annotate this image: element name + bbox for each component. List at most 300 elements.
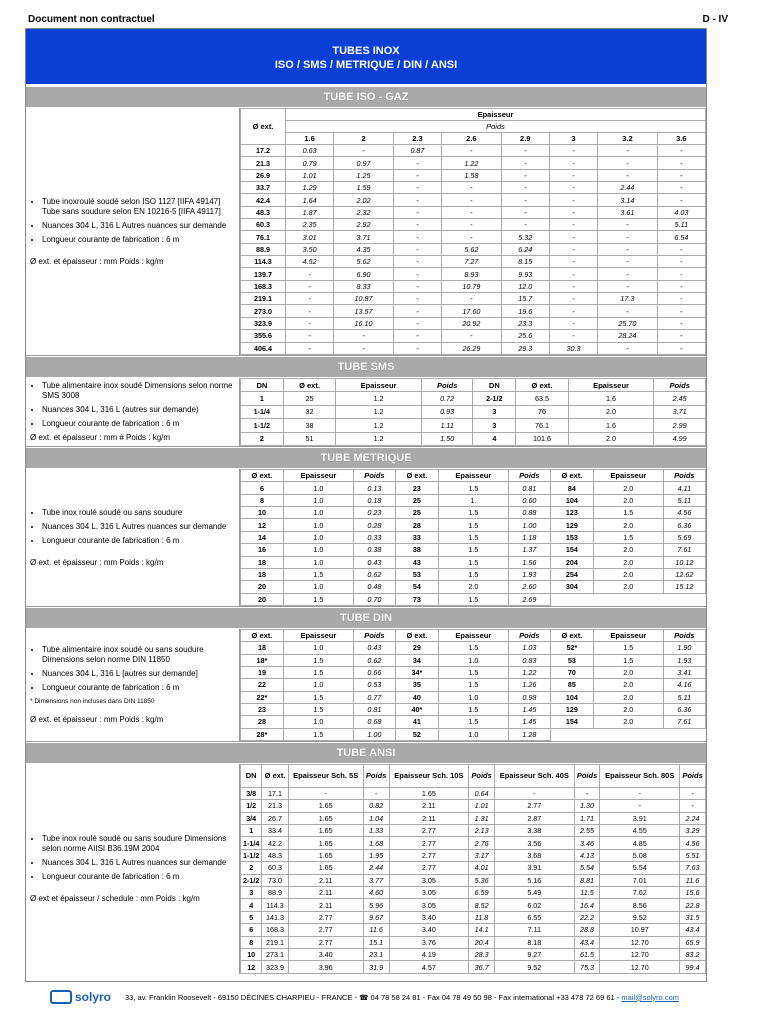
table-row bbox=[241, 194, 706, 206]
ansi-column-header: DN bbox=[241, 765, 262, 788]
iso-weight-cell: - bbox=[393, 182, 441, 194]
din-cell: 1.5 bbox=[438, 666, 508, 678]
iso-thickness-header: 2.6 bbox=[442, 133, 502, 145]
iso-weight-cell: - bbox=[657, 194, 705, 206]
ansi-cell: 5.96 bbox=[363, 899, 389, 911]
iso-weight-cell: - bbox=[393, 169, 441, 181]
iso-weight-cell: 2.44 bbox=[598, 182, 658, 194]
sms-column-header: DN bbox=[473, 379, 516, 392]
ansi-column-header: Ø ext. bbox=[262, 765, 288, 788]
iso-weight-cell: 1.01 bbox=[286, 169, 334, 181]
iso-weight-cell: - bbox=[286, 268, 334, 280]
sms-cell: 63.5 bbox=[516, 392, 569, 405]
din-desc-list bbox=[30, 645, 235, 697]
ansi-cell: 4.13 bbox=[574, 849, 600, 861]
table-row bbox=[241, 837, 706, 849]
table-row bbox=[241, 268, 706, 280]
metric-cell: 254 bbox=[550, 568, 593, 580]
iso-header-weight: Poids bbox=[286, 121, 706, 133]
ansi-cell: 2.77 bbox=[389, 849, 469, 861]
din-cell: 29 bbox=[395, 642, 438, 654]
ansi-cell: 61.5 bbox=[574, 949, 600, 961]
iso-weight-cell: - bbox=[598, 157, 658, 169]
iso-weight-cell: - bbox=[501, 145, 549, 157]
metric-cell: 1.5 bbox=[593, 531, 663, 543]
metric-cell: 1.0 bbox=[283, 482, 353, 494]
ansi-cell: 4.85 bbox=[600, 837, 680, 849]
din-cell: 1.93 bbox=[663, 654, 705, 666]
table-row bbox=[241, 961, 706, 974]
ansi-cell: 1.65 bbox=[288, 812, 363, 824]
ansi-cell: 43.4 bbox=[574, 936, 600, 948]
din-cell: 53 bbox=[550, 654, 593, 666]
iso-weight-cell: - bbox=[657, 169, 705, 181]
din-column-header: Poids bbox=[508, 630, 550, 642]
iso-weight-cell: - bbox=[286, 330, 334, 342]
metric-cell: 18 bbox=[241, 568, 284, 580]
ansi-column-header: Poids bbox=[469, 765, 495, 788]
ansi-cell: 1.71 bbox=[574, 812, 600, 824]
section-metric bbox=[26, 469, 706, 607]
sms-cell: 2.45 bbox=[654, 392, 706, 405]
iso-weight-cell: - bbox=[501, 182, 549, 194]
metric-cell: 1.0 bbox=[283, 581, 353, 593]
ansi-cell: 3.56 bbox=[495, 837, 575, 849]
ansi-cell: 323.9 bbox=[262, 961, 288, 974]
table-row bbox=[241, 531, 706, 543]
iso-weight-cell: 1.64 bbox=[286, 194, 334, 206]
iso-weight-cell: 1.29 bbox=[286, 182, 334, 194]
sms-cell: 1-1/2 bbox=[241, 419, 284, 432]
din-cell: 35 bbox=[395, 679, 438, 691]
doc-header bbox=[28, 14, 728, 25]
din-cell: 4.16 bbox=[663, 679, 705, 691]
ansi-cell: 5 bbox=[241, 911, 262, 923]
iso-weight-cell: 5.32 bbox=[501, 231, 549, 243]
iso-weight-cell: 29.3 bbox=[501, 342, 549, 355]
section-iso bbox=[26, 108, 706, 356]
metric-cell: 1.56 bbox=[508, 556, 550, 568]
iso-desc-item: • Longueur courante de fabrication : 6 m bbox=[42, 235, 235, 245]
din-cell: 0.77 bbox=[353, 691, 395, 703]
metric-cell: 54 bbox=[395, 581, 438, 593]
ansi-cell: 7.62 bbox=[600, 887, 680, 899]
metric-column-header: Poids bbox=[353, 470, 395, 482]
iso-weight-cell: 6.24 bbox=[501, 243, 549, 255]
ansi-cell: 4 bbox=[241, 899, 262, 911]
din-cell: 18 bbox=[241, 642, 284, 654]
metric-cell: 5.69 bbox=[663, 531, 705, 543]
sms-desc-list bbox=[30, 381, 235, 433]
iso-weight-cell: - bbox=[549, 280, 597, 292]
ansi-cell: 7.01 bbox=[600, 874, 680, 886]
table-row bbox=[241, 293, 706, 305]
ansi-cell: 5.16 bbox=[495, 874, 575, 886]
ansi-cell: 2.13 bbox=[469, 824, 495, 836]
ansi-cell: 168.3 bbox=[262, 924, 288, 936]
sms-cell: 32 bbox=[283, 405, 336, 418]
sms-cell: 51 bbox=[283, 432, 336, 445]
ansi-cell: 88.9 bbox=[262, 887, 288, 899]
ansi-cell: 1.01 bbox=[469, 800, 495, 812]
table-row bbox=[241, 231, 706, 243]
din-cell: 1.5 bbox=[438, 716, 508, 728]
ansi-cell: 2.11 bbox=[389, 812, 469, 824]
ansi-cell: 3/4 bbox=[241, 812, 262, 824]
metric-cell: 33 bbox=[395, 531, 438, 543]
iso-weight-cell: - bbox=[598, 268, 658, 280]
table-row bbox=[241, 392, 706, 405]
table-row bbox=[241, 305, 706, 317]
ansi-cell: 73.0 bbox=[262, 874, 288, 886]
iso-weight-cell: 6.54 bbox=[657, 231, 705, 243]
ansi-cell: 14.1 bbox=[469, 924, 495, 936]
ansi-cell: 2 bbox=[241, 862, 262, 874]
iso-header-ext: Ø ext. bbox=[241, 109, 286, 145]
iso-weight-cell: - bbox=[393, 305, 441, 317]
table-row bbox=[241, 887, 706, 899]
sms-description bbox=[26, 378, 240, 446]
iso-weight-cell: - bbox=[549, 206, 597, 218]
table-row bbox=[241, 256, 706, 268]
table-row bbox=[241, 581, 706, 593]
ansi-cell: - bbox=[363, 787, 389, 799]
email-link[interactable]: mail@solyro.com bbox=[621, 992, 679, 1002]
iso-weight-cell: 25.70 bbox=[598, 317, 658, 329]
ansi-cell: 9.27 bbox=[495, 949, 575, 961]
sms-cell: 76 bbox=[516, 405, 569, 418]
metric-cell: 4.11 bbox=[663, 482, 705, 494]
sms-cell: 2.0 bbox=[568, 432, 654, 445]
iso-thickness-header: 1.6 bbox=[286, 133, 334, 145]
iso-weight-cell: 8.33 bbox=[334, 280, 394, 292]
din-cell: 2.0 bbox=[593, 679, 663, 691]
din-column-header: Epaisseur bbox=[283, 630, 353, 642]
sms-cell: 1.2 bbox=[336, 419, 422, 432]
ansi-cell: 2.77 bbox=[389, 862, 469, 874]
metric-cell: 123 bbox=[550, 507, 593, 519]
iso-weight-cell: 3.14 bbox=[598, 194, 658, 206]
iso-weight-cell: - bbox=[598, 169, 658, 181]
ansi-cell: 16.4 bbox=[574, 899, 600, 911]
iso-ext-cell: 48.3 bbox=[241, 206, 286, 218]
iso-weight-cell: 10.87 bbox=[334, 293, 394, 305]
metric-cell: 6.36 bbox=[663, 519, 705, 531]
metric-cell: 0.60 bbox=[508, 494, 550, 506]
iso-weight-cell: 17.3 bbox=[598, 293, 658, 305]
metric-cell: 15.12 bbox=[663, 581, 705, 593]
metric-cell: 1.0 bbox=[283, 544, 353, 556]
metric-column-header: Poids bbox=[508, 470, 550, 482]
table-row bbox=[241, 824, 706, 836]
ansi-cell: 1.04 bbox=[363, 812, 389, 824]
ansi-cell: 3.29 bbox=[680, 824, 706, 836]
sms-cell: 4.99 bbox=[654, 432, 706, 445]
iso-weight-cell: - bbox=[393, 206, 441, 218]
iso-weight-cell: 3.71 bbox=[334, 231, 394, 243]
iso-weight-cell: - bbox=[286, 280, 334, 292]
table-row bbox=[241, 182, 706, 194]
iso-weight-cell: - bbox=[598, 243, 658, 255]
sms-cell: 101.6 bbox=[516, 432, 569, 445]
iso-ext-cell: 60.3 bbox=[241, 219, 286, 231]
iso-weight-cell: - bbox=[549, 317, 597, 329]
iso-weight-cell: 20.92 bbox=[442, 317, 502, 329]
ansi-cell: 1.65 bbox=[389, 787, 469, 799]
sms-cell: 2.99 bbox=[654, 419, 706, 432]
metric-empty-cell bbox=[593, 593, 663, 605]
ansi-cell: 1.68 bbox=[363, 837, 389, 849]
iso-thickness-header: 3 bbox=[549, 133, 597, 145]
metric-cell: 0.38 bbox=[353, 544, 395, 556]
ansi-cell: 5.08 bbox=[600, 849, 680, 861]
metric-cell: 304 bbox=[550, 581, 593, 593]
iso-weight-cell: - bbox=[393, 293, 441, 305]
metric-table-wrap bbox=[240, 469, 706, 606]
iso-table-wrap bbox=[240, 108, 706, 355]
iso-weight-cell: - bbox=[334, 342, 394, 355]
din-empty-cell bbox=[550, 728, 593, 740]
din-cell: 154 bbox=[550, 716, 593, 728]
table-row bbox=[241, 849, 706, 861]
metric-column-header: Epaisseur bbox=[283, 470, 353, 482]
iso-weight-cell: 7.27 bbox=[442, 256, 502, 268]
iso-weight-cell: - bbox=[286, 305, 334, 317]
iso-weight-cell: 28.24 bbox=[598, 330, 658, 342]
ansi-units-note: Ø ext et épaisseur / schedule : mm Poids : kg/m bbox=[30, 894, 200, 903]
metric-cell: 0.81 bbox=[508, 482, 550, 494]
iso-ext-cell: 42.4 bbox=[241, 194, 286, 206]
ansi-cell: 2.87 bbox=[495, 812, 575, 824]
ansi-cell: 0.64 bbox=[469, 787, 495, 799]
section-title-iso: TUBE ISO - GAZ bbox=[26, 86, 706, 108]
iso-thickness-row bbox=[241, 133, 706, 145]
sms-table bbox=[240, 378, 706, 446]
metric-cell: 12 bbox=[241, 519, 284, 531]
sms-cell: 0.93 bbox=[421, 405, 473, 418]
table-row bbox=[241, 157, 706, 169]
ansi-cell: 5.49 bbox=[495, 887, 575, 899]
metric-cell: 43 bbox=[395, 556, 438, 568]
ansi-cell: 12 bbox=[241, 961, 262, 974]
ansi-cell: 5.36 bbox=[469, 874, 495, 886]
iso-weight-cell: - bbox=[442, 231, 502, 243]
ansi-cell: 36.7 bbox=[469, 961, 495, 974]
metric-desc-item: • Tube inox roulé soudé ou sans soudure bbox=[42, 508, 235, 518]
table-row bbox=[241, 280, 706, 292]
iso-weight-cell: 1.58 bbox=[442, 169, 502, 181]
ansi-cell: 7.11 bbox=[495, 924, 575, 936]
iso-weight-cell: - bbox=[442, 194, 502, 206]
din-cell: 6.36 bbox=[663, 703, 705, 715]
ansi-cell: 42.2 bbox=[262, 837, 288, 849]
iso-thickness-header: 2 bbox=[334, 133, 394, 145]
iso-units-note: Ø ext. et épaisseur : mm Poids : kg/m bbox=[30, 256, 164, 266]
ansi-cell: 2.76 bbox=[469, 837, 495, 849]
ansi-cell: 11.8 bbox=[469, 911, 495, 923]
metric-cell: 1.5 bbox=[438, 482, 508, 494]
sms-cell: 1-1/4 bbox=[241, 405, 284, 418]
iso-weight-cell: - bbox=[334, 330, 394, 342]
metric-cell: 23 bbox=[395, 482, 438, 494]
iso-weight-cell: 13.57 bbox=[334, 305, 394, 317]
brand-logo bbox=[50, 990, 111, 1004]
iso-weight-cell: 6.90 bbox=[334, 268, 394, 280]
ansi-cell: 5.54 bbox=[600, 862, 680, 874]
iso-ext-cell: 219.1 bbox=[241, 293, 286, 305]
iso-weight-cell: - bbox=[549, 182, 597, 194]
table-row bbox=[241, 405, 706, 418]
sms-cell: 0.72 bbox=[421, 392, 473, 405]
ansi-cell: 1.31 bbox=[469, 812, 495, 824]
iso-ext-cell: 273.0 bbox=[241, 305, 286, 317]
table-row bbox=[241, 787, 706, 799]
din-cell: 70 bbox=[550, 666, 593, 678]
table-row bbox=[241, 169, 706, 181]
metric-cell: 0.43 bbox=[353, 556, 395, 568]
din-cell: 1.5 bbox=[438, 642, 508, 654]
iso-desc-item: • Tube inoxroulé soudé selon ISO 1127 [IIFA 49147] Tube sans soudure selon EN 10216-5 [IIFA 49117] bbox=[42, 197, 235, 217]
iso-weight-cell: 5.11 bbox=[657, 219, 705, 231]
iso-thickness-header: 2.3 bbox=[393, 133, 441, 145]
ansi-cell: - bbox=[680, 800, 706, 812]
table-row bbox=[241, 432, 706, 445]
banner-title: TUBES INOX bbox=[332, 45, 400, 57]
iso-weight-cell: 0.97 bbox=[334, 157, 394, 169]
iso-weight-cell: - bbox=[393, 330, 441, 342]
ansi-cell: 2.77 bbox=[389, 837, 469, 849]
metric-cell: 1.5 bbox=[283, 568, 353, 580]
din-cell: 1.03 bbox=[508, 642, 550, 654]
sms-units-note: Ø ext. et épaisseur : mm # Poids : kg/m bbox=[30, 433, 171, 442]
iso-ext-cell: 323.9 bbox=[241, 317, 286, 329]
iso-weight-cell: 1.25 bbox=[334, 169, 394, 181]
metric-cell: 0.62 bbox=[353, 568, 395, 580]
sms-cell: 3 bbox=[473, 419, 516, 432]
ansi-cell: 6.55 bbox=[495, 911, 575, 923]
ansi-cell: 6 bbox=[241, 924, 262, 936]
table-row bbox=[241, 317, 706, 329]
ansi-cell: 1.65 bbox=[288, 800, 363, 812]
metric-empty-cell bbox=[663, 593, 705, 605]
ansi-cell: 1.65 bbox=[288, 849, 363, 861]
din-cell: 7.61 bbox=[663, 716, 705, 728]
iso-weight-cell: - bbox=[657, 243, 705, 255]
section-din bbox=[26, 629, 706, 742]
din-cell: 2.0 bbox=[593, 691, 663, 703]
iso-ext-cell: 406.4 bbox=[241, 342, 286, 355]
ansi-cell: 2.77 bbox=[389, 824, 469, 836]
din-cell: 34 bbox=[395, 654, 438, 666]
iso-weight-cell: - bbox=[657, 317, 705, 329]
din-cell: 1.5 bbox=[283, 691, 353, 703]
sms-column-header: Ø ext. bbox=[516, 379, 569, 392]
iso-description bbox=[26, 108, 240, 355]
metric-cell: 1.0 bbox=[283, 519, 353, 531]
din-cell: 1.0 bbox=[438, 728, 508, 740]
iso-table bbox=[240, 108, 706, 355]
iso-weight-cell: - bbox=[549, 231, 597, 243]
metric-cell: 129 bbox=[550, 519, 593, 531]
metric-header-row bbox=[241, 470, 706, 482]
table-row bbox=[241, 556, 706, 568]
table-row bbox=[241, 679, 706, 691]
logo-icon bbox=[50, 990, 72, 1004]
ansi-cell: 0.82 bbox=[363, 800, 389, 812]
din-cell: 1.22 bbox=[508, 666, 550, 678]
din-column-header: Epaisseur bbox=[593, 630, 663, 642]
din-table bbox=[240, 629, 706, 741]
din-desc-item: • Nuances 304 L, 316 L [autres sur demande] bbox=[42, 669, 235, 679]
metric-cell: 2.0 bbox=[593, 519, 663, 531]
ansi-cell: 23.1 bbox=[363, 949, 389, 961]
din-cell: 22* bbox=[241, 691, 284, 703]
ansi-cell: 12.70 bbox=[600, 961, 680, 974]
table-row bbox=[241, 482, 706, 494]
metric-column-header: Epaisseur bbox=[438, 470, 508, 482]
iso-weight-cell: - bbox=[549, 219, 597, 231]
iso-weight-cell: 30.3 bbox=[549, 342, 597, 355]
ansi-description bbox=[26, 764, 240, 974]
iso-weight-cell: - bbox=[501, 194, 549, 206]
sms-cell: 2.0 bbox=[568, 405, 654, 418]
ansi-cell: 3/8 bbox=[241, 787, 262, 799]
iso-weight-cell: - bbox=[598, 342, 658, 355]
metric-cell: 1.5 bbox=[438, 593, 508, 605]
iso-weight-cell: - bbox=[442, 293, 502, 305]
iso-weight-cell: 0.87 bbox=[393, 145, 441, 157]
iso-weight-cell: 3.01 bbox=[286, 231, 334, 243]
ansi-cell: 9.67 bbox=[363, 911, 389, 923]
sms-cell: 1.11 bbox=[421, 419, 473, 432]
table-row bbox=[241, 924, 706, 936]
metric-cell: 8 bbox=[241, 494, 284, 506]
ansi-column-header: Epaisseur Sch. 40S bbox=[495, 765, 575, 788]
metric-cell: 2.0 bbox=[438, 581, 508, 593]
iso-weight-cell: - bbox=[549, 169, 597, 181]
ansi-cell: 2-1/2 bbox=[241, 874, 262, 886]
ansi-cell: 141.3 bbox=[262, 911, 288, 923]
ansi-cell: 4.55 bbox=[600, 824, 680, 836]
ansi-cell: 4.19 bbox=[389, 949, 469, 961]
metric-column-header: Ø ext. bbox=[241, 470, 284, 482]
sms-cell: 3.71 bbox=[654, 405, 706, 418]
sms-cell: 1.2 bbox=[336, 405, 422, 418]
ansi-cell: 8.56 bbox=[600, 899, 680, 911]
iso-weight-cell: - bbox=[442, 219, 502, 231]
iso-weight-cell: - bbox=[286, 342, 334, 355]
ansi-cell: 22.8 bbox=[680, 899, 706, 911]
iso-weight-cell: - bbox=[657, 305, 705, 317]
din-cell: 19 bbox=[241, 666, 284, 678]
table-row bbox=[241, 703, 706, 715]
ansi-cell: 3.76 bbox=[389, 936, 469, 948]
footer-address bbox=[125, 993, 679, 1002]
din-cell: 104 bbox=[550, 691, 593, 703]
din-cell: 1.5 bbox=[593, 654, 663, 666]
ansi-cell: 9.52 bbox=[495, 961, 575, 974]
metric-column-header: Poids bbox=[663, 470, 705, 482]
din-cell: 40* bbox=[395, 703, 438, 715]
din-cell: 34* bbox=[395, 666, 438, 678]
metric-cell: 2.60 bbox=[508, 581, 550, 593]
ansi-cell: 3.77 bbox=[363, 874, 389, 886]
din-star-note: * Dimensions non incluses dans DIN 11850 bbox=[30, 698, 155, 705]
din-column-header: Ø ext. bbox=[395, 630, 438, 642]
ansi-cell: 5.51 bbox=[680, 849, 706, 861]
ansi-cell: 3.91 bbox=[495, 862, 575, 874]
iso-ext-cell: 33.7 bbox=[241, 182, 286, 194]
